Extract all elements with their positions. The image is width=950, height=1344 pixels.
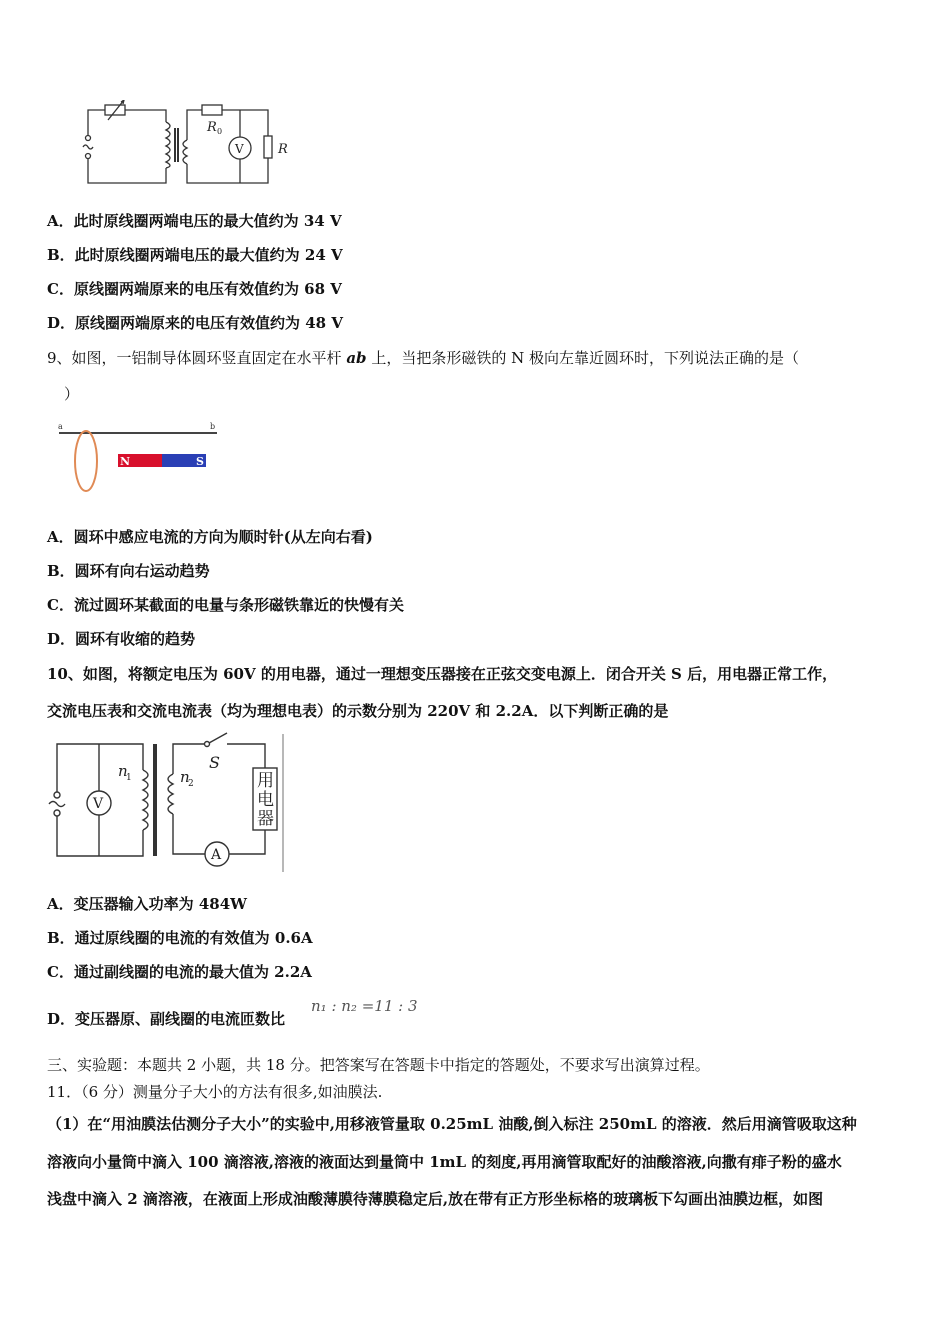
q9-stem-var: ab [346, 349, 367, 367]
n1-label: n [118, 762, 128, 780]
q8-option-b: B．此时原线圈两端电压的最大值约为 24 V [47, 246, 343, 264]
device-char-2: 电 [257, 790, 274, 810]
q9-option-d: D．圆环有收缩的趋势 [47, 630, 196, 648]
q8-option-d: D．原线圈两端原来的电压有效值约为 48 V [47, 314, 343, 332]
q10-stem-line1: 10、如图，将额定电压为 60V 的用电器，通过一理想变压器接在正弦交变电源上．闭合开关 S 后，用电器正常工作， [47, 665, 838, 683]
q9-stem-post: 上，当把条形磁铁的 N 极向左靠近圆环时，下列说法正确的是（ [366, 349, 799, 367]
q10-option-a: A．变压器输入功率为 484W [47, 895, 248, 913]
rod-end-a: a [58, 422, 63, 431]
n2-label: n [180, 768, 190, 786]
q9-option-c: C．流过圆环某截面的电量与条形磁铁靠近的快慢有关 [47, 596, 404, 614]
magnet-s-label: S [196, 455, 204, 468]
q10-transformer-figure [45, 730, 290, 875]
q9-option-a: A．圆环中感应电流的方向为顺时针(从左向右看) [47, 528, 373, 546]
n1-subscript: 1 [126, 773, 132, 783]
q11-paragraph-line1: （1）在“用油膜法估测分子大小”的实验中,用移液管量取 0.25mL 油酸,倒入标注 250mL 的溶液．然后用滴管吸取这种 [47, 1115, 857, 1133]
switch-s-label: S [209, 753, 220, 772]
device-char-3: 器 [257, 809, 274, 829]
q11-title: 11．（6 分）测量分子大小的方法有很多,如油膜法. [47, 1083, 383, 1101]
magnet-n-label: N [120, 455, 131, 468]
ammeter-a-label: A [211, 847, 222, 863]
q10-stem-line2: 交流电压表和交流电流表（均为理想电表）的示数分别为 220V 和 2.2A．以下判断正确的是 [47, 702, 669, 720]
q9-stem [47, 348, 799, 368]
q9-option-b: B．圆环有向右运动趋势 [47, 562, 210, 580]
device-char-1: 用 [257, 771, 274, 791]
q10-option-c: C．通过副线圈的电流的最大值为 2.2A [47, 963, 312, 981]
q10-option-d-formula: n₁ : n₂ =11 : 3 [311, 997, 418, 1015]
q9-stem-pre: 9、如图，一铝制导体圆环竖直固定在水平杆 [47, 349, 347, 367]
voltmeter-v-label: V [93, 796, 104, 812]
q10-option-b: B．通过原线圈的电流的有效值为 0.6A [47, 929, 313, 947]
q8-option-c: C．原线圈两端原来的电压有效值约为 68 V [47, 280, 342, 298]
r-label: R [278, 142, 288, 157]
q11-paragraph-line2: 溶液向小量筒中滴入 100 滴溶液,溶液的液面达到量筒中 1mL 的刻度,再用滴管取配好的油酸溶液,向撒有痱子粉的盛水 [47, 1153, 842, 1171]
q8-circuit-figure [80, 100, 300, 190]
voltmeter-label: V [235, 142, 244, 156]
q9-ring-magnet-figure [55, 418, 225, 496]
q10-option-d: D．变压器原、副线圈的电流匝数比 [47, 1010, 286, 1028]
n2-subscript: 2 [188, 779, 194, 789]
q8-option-a: A．此时原线圈两端电压的最大值约为 34 V [47, 212, 342, 230]
rod-end-b: b [210, 422, 216, 431]
q11-paragraph-line3: 浅盘中滴入 2 滴溶液，在液面上形成油酸薄膜待薄膜稳定后,放在带有正方形坐标格的玻璃板下勾画出油膜边框，如图 [47, 1190, 824, 1208]
q9-stem-close: ） [64, 385, 80, 403]
r0-subscript: 0 [217, 127, 223, 136]
r0-label: R [207, 120, 217, 135]
section3-header: 三、实验题：本题共 2 小题，共 18 分。把答案写在答题卡中指定的答题处，不要求写出演算过程。 [47, 1056, 710, 1074]
